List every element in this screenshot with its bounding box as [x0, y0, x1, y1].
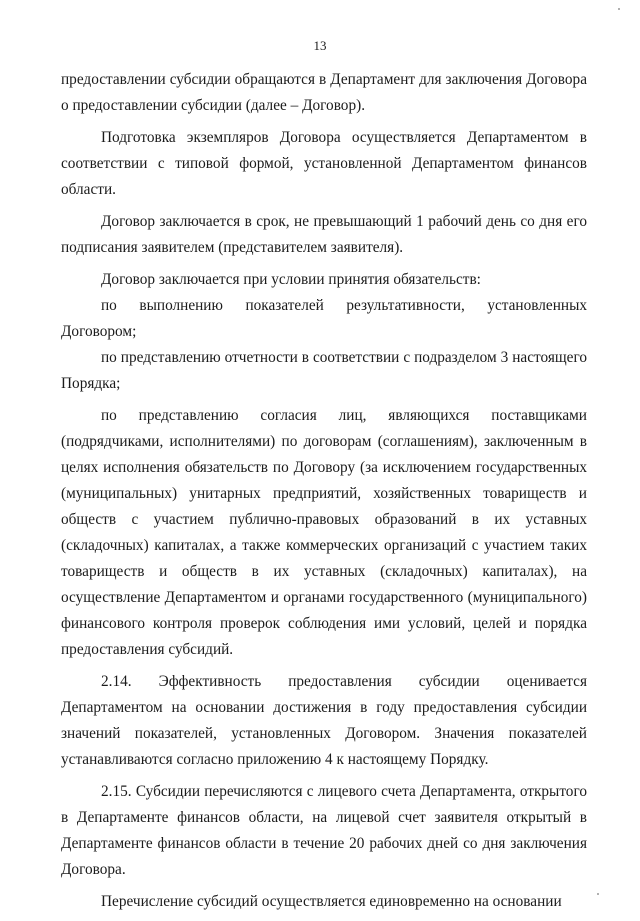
- paragraph-6: по представлению отчетности в соответствии с подразделом 3 настоящего Порядка;: [61, 349, 587, 392]
- paragraph-3: Договор заключается в срок, не превышающий 1 рабочий день со дня его подписания заявителем (представителем заявителя).: [61, 213, 587, 256]
- paragraph-2: Подготовка экземпляров Договора осуществляется Департаментом в соответствии с типовой формой, установленной Департаментом финансов области.: [61, 129, 587, 198]
- paragraph-7: по представлению согласия лиц, являющихся поставщиками (подрядчиками, исполнителями) по договорам (соглашениям), заключенным в целях исполнения обязательств по Договору (за исключением государственных (муниципальных) унитарных предприятий, хозяйственных товариществ и обществ с участием публично-правовых образований в их уставных (складочных) капиталах, а также коммерческих организаций с участием таких товариществ и обществ в их уставных (складочных) капиталах), на осуществление Департаментом и органами государственного (муниципального) финансового контроля проверок соблюдения ими условий, целей и порядка предоставления субсидий.: [61, 407, 587, 658]
- document-body: [61, 67, 587, 921]
- paragraph-10: Перечисление субсидий осуществляется единовременно на основании: [101, 893, 562, 910]
- paragraph-1: предоставлении субсидии обращаются в Департамент для заключения Договора о предоставлении субсидии (далее – Договор).: [61, 71, 587, 114]
- scan-speck: [618, 8, 620, 10]
- scan-speck: [597, 893, 599, 895]
- paragraph-4: Договор заключается при условии принятия обязательств:: [101, 271, 481, 288]
- page-number: 13: [313, 38, 327, 53]
- paragraph-8: 2.14. Эффективность предоставления субсидии оценивается Департаментом на основании достижения в году предоставления субсидии значений показателей, установленных Договором. Значения показателей устанавливаются согласно приложению 4 к настоящему Порядку.: [61, 673, 587, 768]
- paragraph-5: по выполнению показателей результативности, установленных Договором;: [61, 297, 587, 340]
- paragraph-9: 2.15. Субсидии перечисляются с лицевого счета Департамента, открытого в Департаменте финансов области, на лицевой счет заявителя открытый в Департаменте финансов области в течение 20 рабочих дней со дня заключения Договора.: [61, 783, 587, 878]
